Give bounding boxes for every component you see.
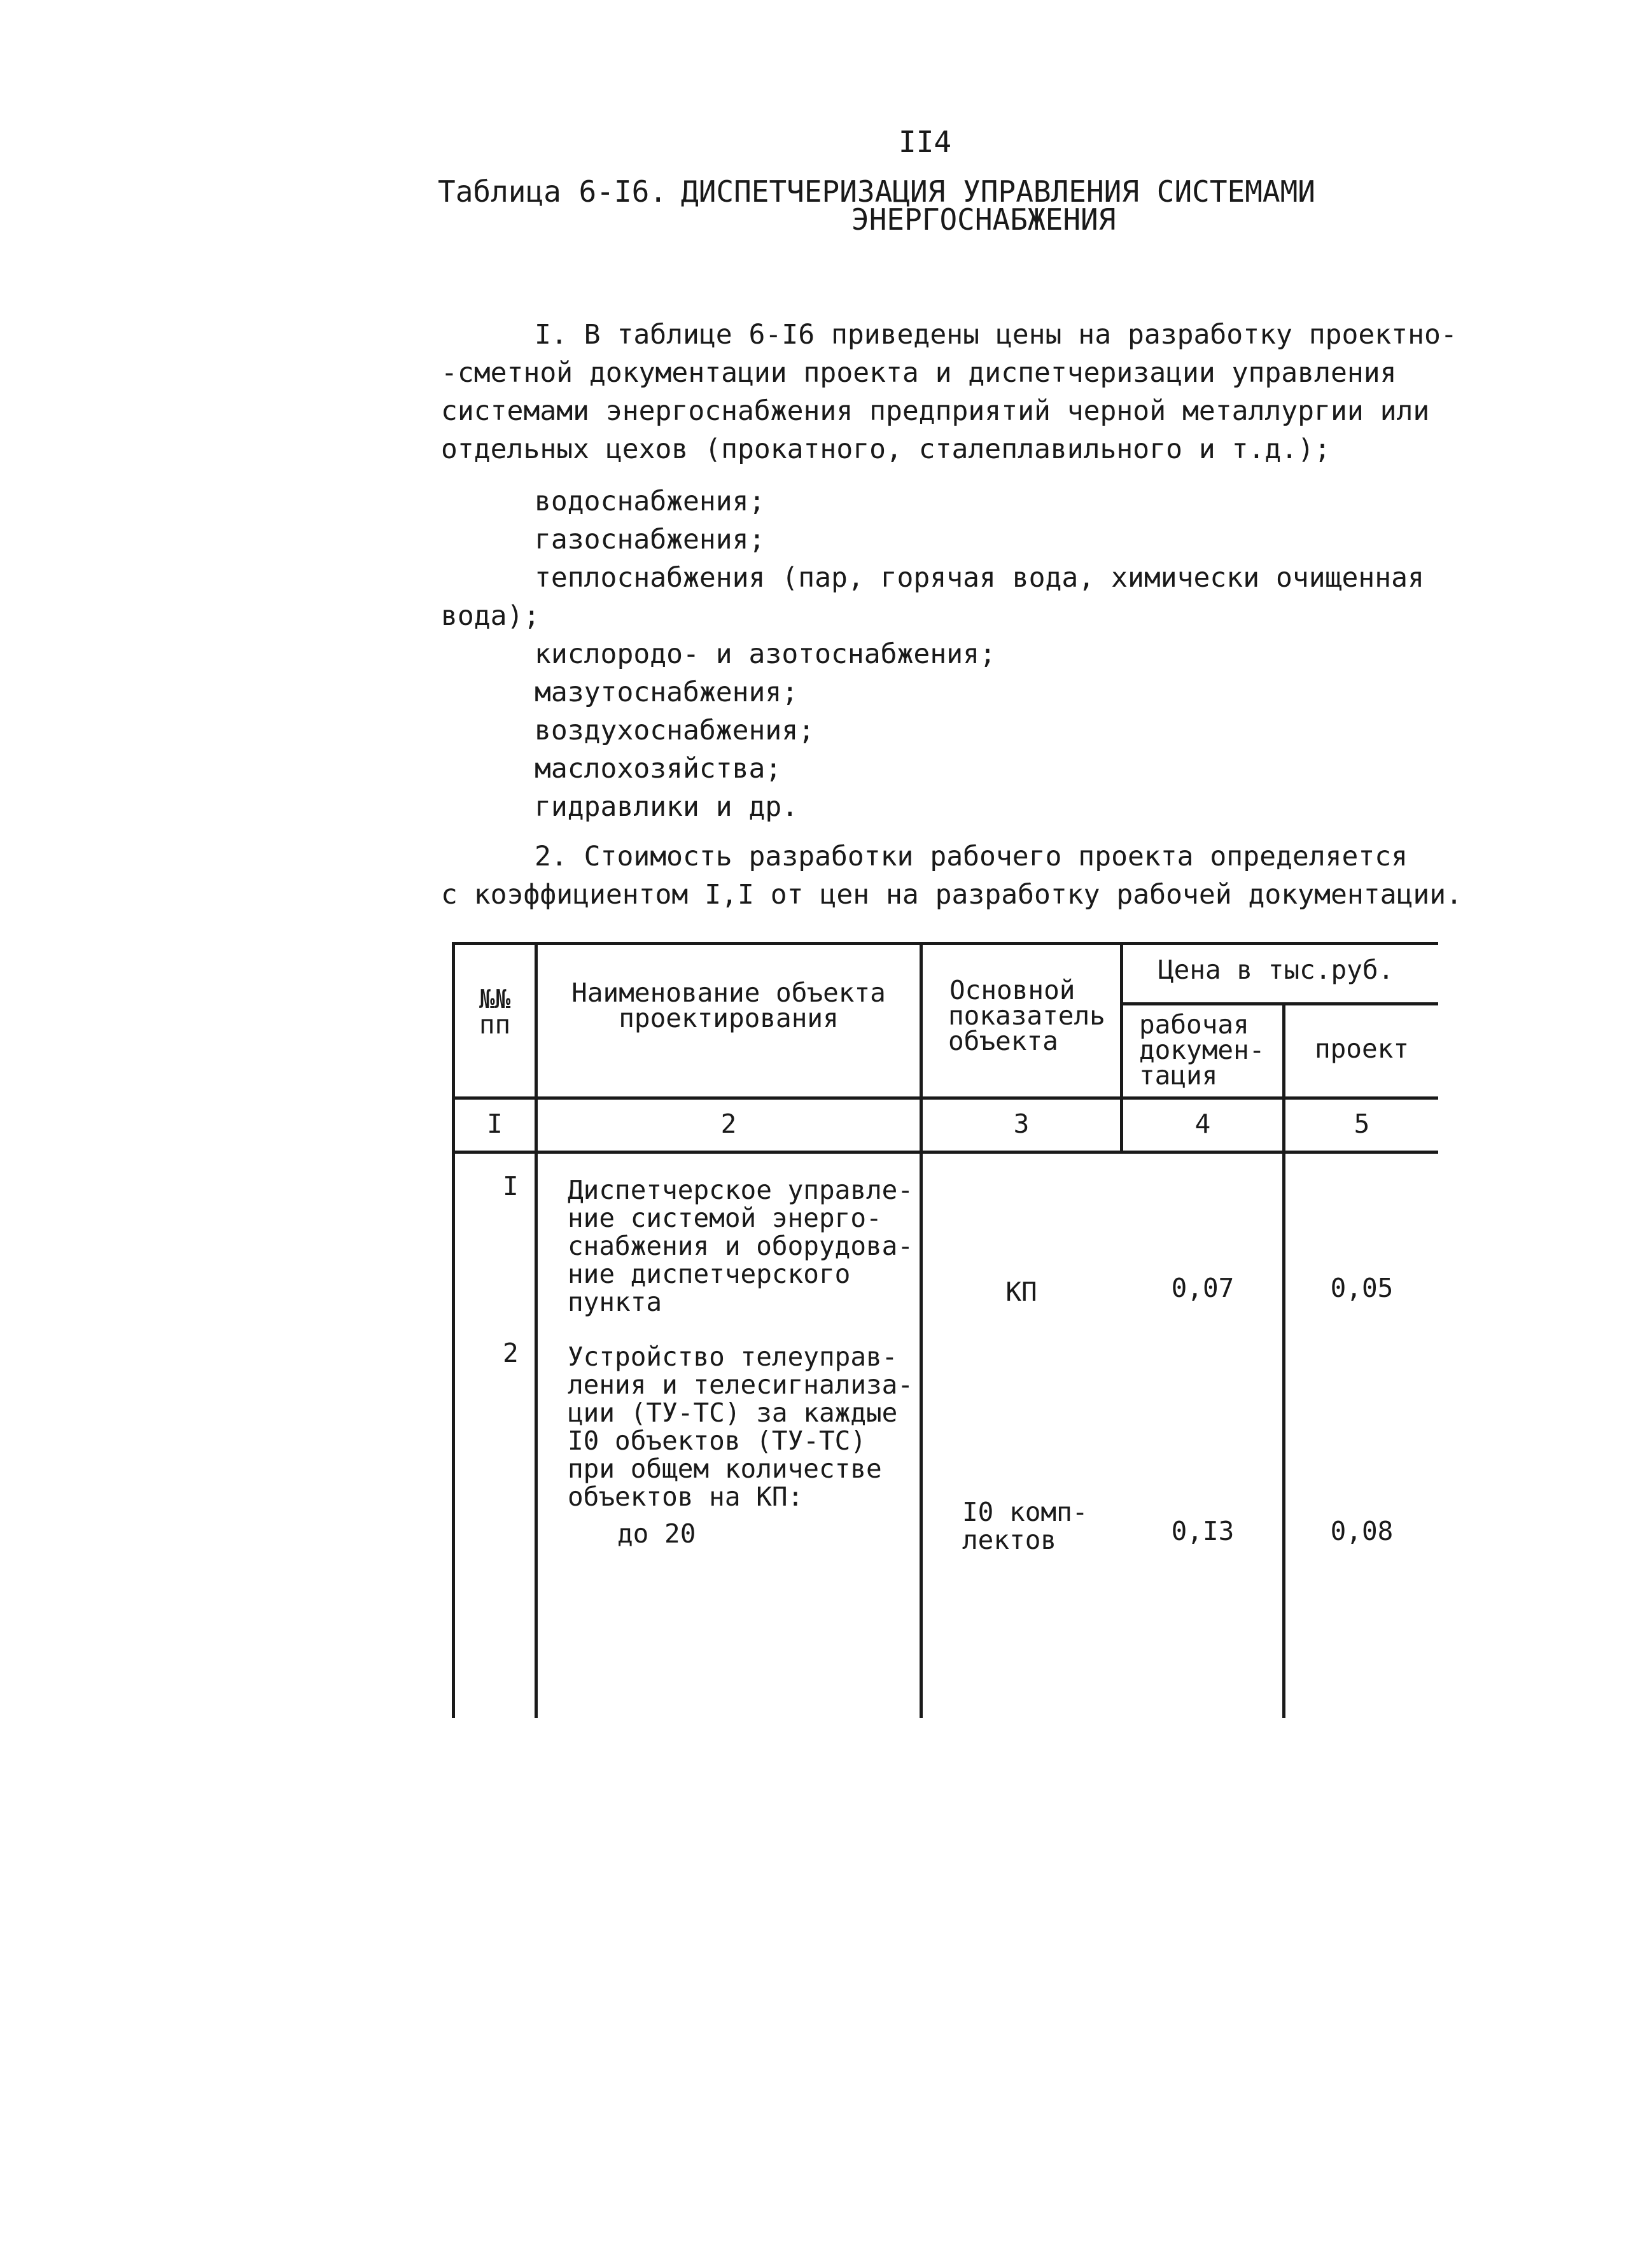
column-number: 2 bbox=[720, 1109, 737, 1139]
header-bottom-rule bbox=[452, 1096, 1438, 1100]
page-number: II4 bbox=[899, 125, 952, 159]
header-price-group: Цена в тыс.руб. bbox=[1158, 955, 1394, 985]
paragraph-line: I. В таблице 6-I6 приведены цены на разработку проектно- bbox=[535, 319, 1457, 351]
row-project-price: 0,05 bbox=[1330, 1273, 1394, 1303]
column-number: 5 bbox=[1354, 1109, 1370, 1139]
price-table bbox=[445, 942, 1438, 1718]
row-number: I bbox=[503, 1171, 519, 1201]
row-work-docs-price: 0,I3 bbox=[1171, 1516, 1235, 1546]
list-item: теплоснабжения (пар, горячая вода, химически очищенная bbox=[535, 562, 1424, 594]
paragraph-line: отдельных цехов (прокатного, сталеплавильного и т.д.); bbox=[441, 433, 1331, 465]
column-divider bbox=[920, 942, 923, 1718]
header-project: проект bbox=[1314, 1033, 1410, 1064]
header-name: Наименование объекта проектирования bbox=[571, 977, 886, 1033]
header-work-docs: рабочая докумен- тация bbox=[1139, 1009, 1265, 1091]
list-item: воздухоснабжения; bbox=[535, 715, 815, 746]
column-numbers-rule bbox=[452, 1151, 1438, 1154]
table-left-border bbox=[452, 942, 455, 1718]
price-group-rule bbox=[1120, 1002, 1438, 1005]
table-title-line2: ЭНЕРГОСНАБЖЕНИЯ bbox=[851, 202, 1116, 237]
paragraph-line: системами энергоснабжения предприятий черной металлургии или bbox=[441, 395, 1430, 427]
row-project-price: 0,08 bbox=[1330, 1516, 1394, 1546]
list-item: маслохозяйства; bbox=[535, 753, 782, 785]
header-indicator: Основной показатель объекта bbox=[948, 975, 1105, 1056]
column-number: I bbox=[487, 1109, 503, 1139]
row-name: Устройство телеуправ- ления и телесигнализа- ции (ТУ-ТС) за каждые I0 объектов (ТУ-ТС) при общем количестве объектов на КП: bbox=[568, 1341, 914, 1512]
list-item: водоснабжения; bbox=[535, 486, 766, 517]
header-num: №№ пп bbox=[479, 984, 511, 1040]
row-subitem: до 20 bbox=[617, 1518, 696, 1549]
table-title-line1: ДИСПЕТЧЕРИЗАЦИЯ УПРАВЛЕНИЯ СИСТЕМАМИ bbox=[681, 174, 1315, 209]
list-item: мазутоснабжения; bbox=[535, 676, 799, 708]
paragraph-line: -сметной документации проекта и диспетчеризации управления bbox=[441, 357, 1397, 389]
row-indicator: I0 комп- лектов bbox=[962, 1497, 1088, 1555]
row-work-docs-price: 0,07 bbox=[1171, 1273, 1235, 1303]
list-item: вода); bbox=[441, 600, 540, 632]
row-name: Диспетчерское управле- ние системой энерго- снабжения и оборудова- ние диспетчерского пункта bbox=[568, 1175, 914, 1317]
list-item: кислородо- и азотоснабжения; bbox=[535, 638, 996, 670]
table-caption bbox=[438, 174, 1315, 237]
row-number: 2 bbox=[503, 1338, 519, 1368]
column-number: 3 bbox=[1013, 1109, 1030, 1139]
table-top-rule bbox=[452, 942, 1438, 945]
row-indicator: КП bbox=[1005, 1277, 1037, 1307]
paragraph-line: с коэффициентом I,I от цен на разработку рабочей документации. bbox=[441, 879, 1463, 911]
column-divider bbox=[535, 942, 538, 1718]
column-number: 4 bbox=[1194, 1109, 1211, 1139]
list-item: газоснабжения; bbox=[535, 524, 766, 556]
list-item: гидравлики и др. bbox=[535, 791, 799, 823]
table-label: Таблица 6-I6. bbox=[438, 174, 668, 209]
paragraph-line: 2. Стоимость разработки рабочего проекта определяется bbox=[535, 841, 1408, 872]
